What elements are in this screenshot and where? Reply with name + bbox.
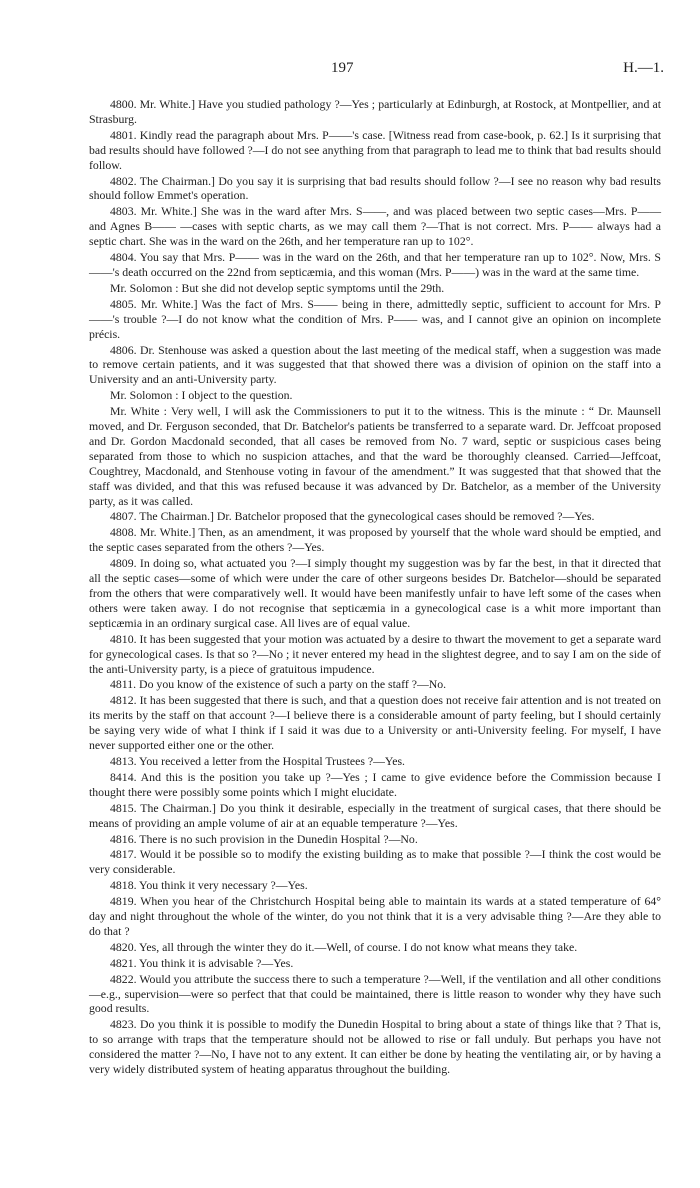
testimony-paragraph: 4820. Yes, all through the winter they do it.—Well, of course. I do not know what means they take. [110,939,578,954]
testimony-paragraph: 4815. The Chairman.] Do you think it desirable, especially in the treatment of surgical cases, that there should be means of providing an ample volume of air at an equable temperature ?—Yes. [89,800,661,830]
testimony-paragraph: 4813. You received a letter from the Hospital Trustees ?—Yes. [110,753,406,768]
testimony-paragraph: 4819. When you hear of the Christchurch Hospital being able to maintain its wards at a stated temperature of 64° day and night throughout the whole of the winter, do you not think that it is a very advisable thing ?—Are they able to do that ? [89,894,661,938]
testimony-paragraph: 4804. You say that Mrs. P—— was in the ward on the 26th, and that her temperature ran up to 102°. Now, Mrs. S——'s death occurred on the 22nd from septicæmia, and this woman (Mrs. P——) was in the ward at the same time. [89,250,661,279]
testimony-paragraph: 4807. The Chairman.] Dr. Batchelor proposed that the gynecological cases should be removed ?—Yes. [110,509,595,524]
testimony-paragraph: 4812. It has been suggested that there is such, and that a question does not receive fair attention and is not treated on its merits by the staff on that account ?—I believe there is a considerable amount of party feeling, but I should certainly be saying very wide of what I think if I said it was due to a University or anti-University feeling. For myself, I have never supported either one or the other. [89,693,661,753]
testimony-paragraph: 4809. In doing so, what actuated you ?—I simply thought my suggestion was by far the best, in that it directed that all the septic cases—some of which were under the care of other surgeons besides Dr. Batchelor—should be separated from the others that were comparatively well. It would have been manifestly unfair to have left some of the cases when others were taken away. I do not recognise that septicæmia in a gynecological case is a whit more important than septicæmia in an ordinary surgical case. All lives are of equal value. [89,556,661,630]
page-number: 197 [331,60,354,76]
testimony-paragraph: 4800. Mr. White.] Have you studied pathology ?—Yes ; particularly at Edinburgh, at Rostock, at Montpellier, and at Strasburg. [89,97,661,126]
testimony-paragraph: 4808. Mr. White.] Then, as an amendment, it was proposed by yourself that the whole ward should be emptied, and the septic cases separated from the others ?—Yes. [89,525,661,555]
testimony-paragraph: 4810. It has been suggested that your motion was actuated by a desire to thwart the movement to get a separate ward for gynecological cases. Is that so ?—No ; it never entered my head in the slightest degree, and to say I am on the side of the anti-University party, is a piece of gratuitous impudence. [89,631,661,676]
document-reference: H.—1. [623,60,664,76]
testimony-paragraph: Mr. White : Very well, I will ask the Commissioners to put it to the witness. This is the minute : “ Dr. Maunsell moved, and Dr. Ferguson seconded, that Dr. Batchelor's patients be transferred to a separate ward. Dr. Jeffcoat proposed and Dr. Gordon Macdonald seconded, that all cases be removed from No. 7 ward, septic or suspicious cases being separated from those to which no suspicion attaches, and that the ward be thoroughly cleansed. Carried—Jeffcoat, Coughtrey, Macdonald, and Stenhouse voting in favour of the amendment.” It was suggested that that showed that the staff was divided, and that this was refused because it was advanced by Dr. Batchelor, as a member of the University party, as it was called. [89,404,661,508]
testimony-paragraph: 4823. Do you think it is possible to modify the Dunedin Hospital to bring about a state of things like that ? That is, to so arrange with traps that the temperature should not be allowed to rise or fall unduly. But perhaps you have not considered the matter ?—No, I have not to any extent. It can either be done by heating the ventilating air, or by having a very widely distributed system of heating apparatus throughout the building. [89,1017,661,1077]
testimony-paragraph: 4802. The Chairman.] Do you say it is surprising that bad results should follow ?—I see no reason why bad results should follow Emmet's operation. [89,173,661,203]
testimony-paragraph: 4803. Mr. White.] She was in the ward after Mrs. S——, and was placed between two septic cases—Mrs. P—— and Agnes B—— —cases with septic charts, as we may call them ?—That is not correct. Mrs. P—— always had a septic chart. She was in the ward on the 26th, and her temperature ran up to 102°. [89,204,661,249]
testimony-paragraph: 4805. Mr. White.] Was the fact of Mrs. S—— being in there, admittedly septic, sufficient to account for Mrs. P——'s trouble ?—I do not know what the condition of Mrs. P—— was, and I cannot give an opinion on incomplete précis. [89,296,661,341]
testimony-paragraph: Mr. Solomon : I object to the question. [110,388,293,403]
testimony-paragraph: Mr. Solomon : But she did not develop septic symptoms until the 29th. [110,280,445,295]
testimony-paragraph: 4816. There is no such provision in the Dunedin Hospital ?—No. [110,831,418,846]
testimony-paragraph: 4811. Do you know of the existence of such a party on the staff ?—No. [110,677,447,692]
document-body [89,97,661,1077]
testimony-paragraph: 8414. And this is the position you take up ?—Yes ; I came to give evidence before the Commission because I thought there were possibly some points which I might elucidate. [89,769,661,799]
testimony-paragraph: 4818. You think it very necessary ?—Yes. [110,878,308,893]
testimony-paragraph: 4806. Dr. Stenhouse was asked a question about the last meeting of the medical staff, when a suggestion was made to remove certain patients, and it was suggested that that showed there was a division of opinion on the staff into a University and an anti-University party. [89,342,661,387]
testimony-paragraph: 4821. You think it is advisable ?—Yes. [110,955,294,970]
testimony-paragraph: 4822. Would you attribute the success there to such a temperature ?—Well, if the ventilation and all other conditions—e.g., supervision—were so perfect that that could be maintained, there is little reason to wonder why they have such good results. [89,971,661,1016]
page-header [0,60,700,82]
testimony-paragraph: 4817. Would it be possible so to modify the existing building as to make that possible ?—I think the cost would be very considerable. [89,847,661,877]
testimony-paragraph: 4801. Kindly read the paragraph about Mrs. P——'s case. [Witness read from case-book, p. 62.] Is it surprising that bad results should have followed ?—I do not see anything from that paragraph to lead me to think that bad results should follow. [89,127,661,172]
